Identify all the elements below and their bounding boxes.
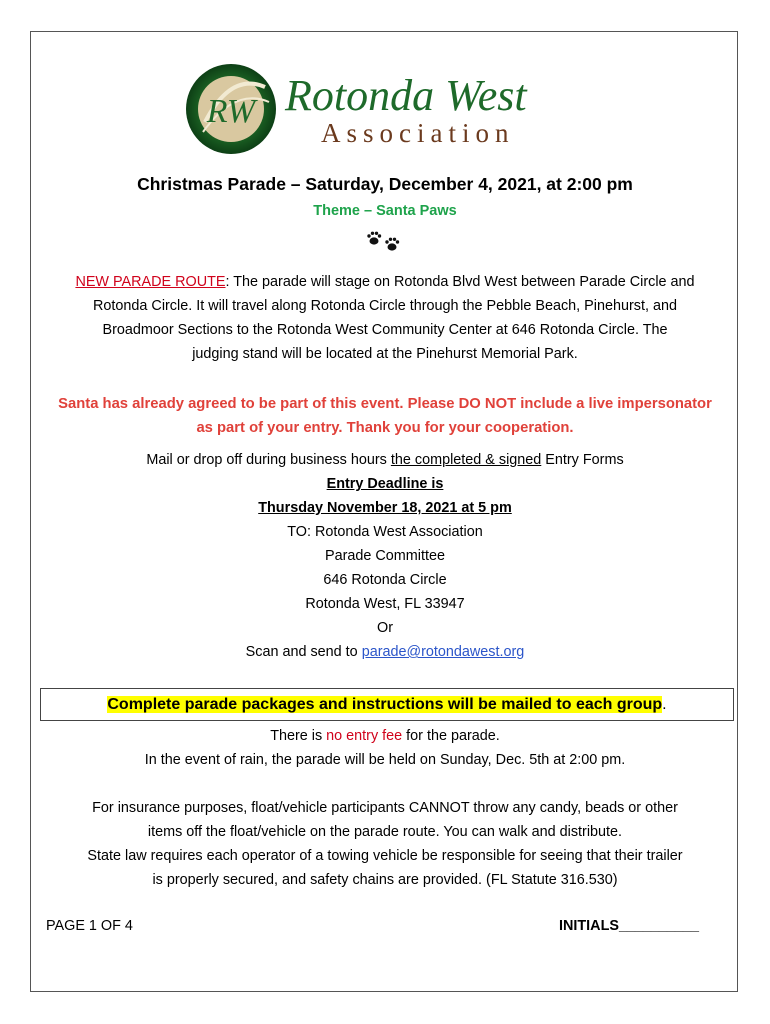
- rain-line: In the event of rain, the parade will be held on Sunday, Dec. 5th at 2:00 pm.: [144, 752, 626, 768]
- theme-line: Theme – Santa Paws: [313, 203, 457, 219]
- completed-signed-text: the completed & signed: [390, 452, 542, 468]
- santa-notice: [40, 392, 730, 440]
- state-law-line-1: State law requires each operator of a towing vehicle be responsible for seeing that their trailer: [87, 848, 683, 864]
- new-route-label: NEW PARADE ROUTE: [75, 274, 226, 290]
- packages-notice-box: [40, 688, 734, 721]
- email-link[interactable]: parade@rotondawest.org: [361, 644, 525, 660]
- route-line-1: : The parade will stage on Rotonda Blvd West between Parade Circle and: [225, 274, 695, 290]
- paw-prints-icon: [40, 230, 730, 254]
- scan-line: Scan and send to parade@rotondawest.org: [245, 644, 525, 660]
- page-title: Christmas Parade – Saturday, December 4, 2021, at 2:00 pm: [137, 174, 633, 194]
- page-number: PAGE 1 OF 4: [46, 918, 133, 934]
- packages-notice: Complete parade packages and instructions will be mailed to each group: [107, 696, 663, 713]
- route-line-3: Broadmoor Sections to the Rotonda West Community Center at 646 Rotonda Circle. The: [102, 322, 668, 338]
- logo-subtitle: Association: [321, 118, 515, 148]
- initials-field: INITIALS__________: [559, 918, 699, 934]
- rotonda-west-logo: [185, 62, 595, 160]
- or-text: Or: [377, 620, 393, 636]
- mail-intro: Mail or drop off during business hours the completed & signed Entry Forms: [146, 452, 624, 468]
- santa-notice-line-1: Santa has already agreed to be part of this event. Please DO NOT include a live impersonator: [58, 396, 712, 412]
- logo-monogram: RW: [206, 93, 256, 130]
- insurance-line-2: items off the float/vehicle on the parade route. You can walk and distribute.: [147, 824, 623, 840]
- no-entry-fee: no entry fee: [326, 728, 403, 744]
- address-to: TO: Rotonda West Association: [287, 524, 483, 540]
- state-law-line-2: is properly secured, and safety chains are provided. (FL Statute 316.530): [152, 872, 618, 888]
- address-street: 646 Rotonda Circle: [323, 572, 447, 588]
- info-section: [40, 724, 730, 892]
- packages-notice-period: .: [662, 696, 667, 713]
- address-city: Rotonda West, FL 33947: [305, 596, 465, 612]
- parade-route-paragraph: [40, 270, 730, 366]
- route-line-4: judging stand will be located at the Pinehurst Memorial Park.: [192, 346, 578, 362]
- route-line-2: Rotonda Circle. It will travel along Rotonda Circle through the Pebble Beach, Pinehurst, and: [93, 298, 677, 314]
- deadline-label: Entry Deadline is: [326, 476, 444, 492]
- entry-fee-line: There is no entry fee for the parade.: [270, 728, 500, 744]
- logo-name: Rotonda West: [285, 71, 527, 120]
- santa-notice-line-2: as part of your entry. Thank you for your cooperation.: [196, 420, 574, 436]
- address-committee: Parade Committee: [325, 548, 445, 564]
- mail-instructions: [40, 448, 730, 664]
- deadline-date: Thursday November 18, 2021 at 5 pm: [258, 500, 512, 516]
- insurance-line-1: For insurance purposes, float/vehicle participants CANNOT throw any candy, beads or other: [92, 800, 678, 816]
